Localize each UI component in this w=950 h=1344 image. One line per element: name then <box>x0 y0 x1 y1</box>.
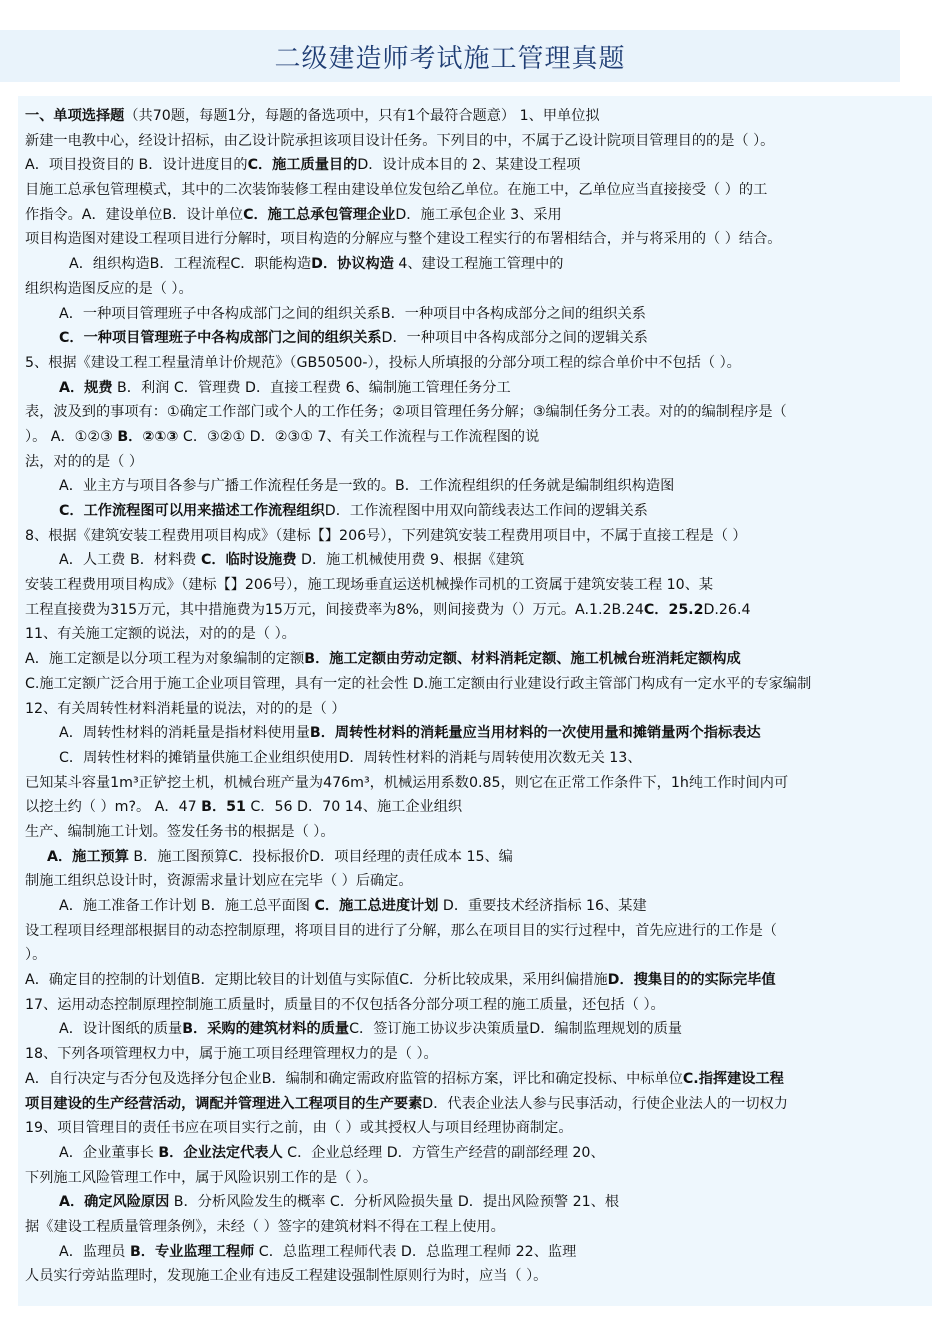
text-line <box>25 943 930 968</box>
line-text: （共70题，每题1分，每题的备选项中，只有1个最符合题意） 1、甲单位拟 <box>124 108 600 124</box>
answer-text: B．施工定额由劳动定额、材料消耗定额、施工机械台班消耗定额构成 <box>304 651 741 668</box>
line-text: B．分析风险发生的概率 C．分析风险损失量 D．提出风险预警 21、根 <box>169 1194 620 1211</box>
text-line <box>25 1116 930 1141</box>
text-line <box>25 1215 930 1240</box>
text-line <box>25 795 930 820</box>
text-line <box>25 672 930 697</box>
text-line <box>25 450 930 475</box>
answer-text: A．施工预算 <box>47 848 129 865</box>
exam-questions-body <box>25 104 930 1289</box>
text-line <box>25 302 930 327</box>
line-text: D．一种项目中各构成部分之间的逻辑关系 <box>381 330 648 347</box>
line-text: 下列施工风险管理工作中，属于风险识别工作的是（ ）。 <box>25 1169 378 1186</box>
text-line <box>25 1042 930 1067</box>
answer-text: C．一种项目管理班子中各构成部门之间的组织关系 <box>59 330 382 347</box>
answer-text: A．规费 <box>59 379 113 396</box>
line-text: D．设计成本目的 2、某建设工程项 <box>357 157 581 174</box>
line-text: A．监理员 <box>59 1243 130 1260</box>
answer-text: B．51 <box>201 799 246 816</box>
line-text: A．人工费 B．材料费 <box>59 552 201 569</box>
text-line <box>25 178 930 203</box>
line-text: B．利润 C．管理费 D．直接工程费 6、编制施工管理任务分工 <box>112 379 511 396</box>
text-line <box>25 869 930 894</box>
line-text: A．组织构造B．工程流程C．职能构造 <box>69 256 312 273</box>
answer-text: C.指挥建设工程 <box>682 1070 784 1087</box>
text-line <box>25 227 930 252</box>
line-text: C．56 D．70 14、施工企业组织 <box>245 799 463 816</box>
text-line <box>25 1092 930 1117</box>
line-text: A．施工准备工作计划 B．施工总平面图 <box>59 898 315 914</box>
text-line <box>25 203 930 228</box>
answer-text: D．搜集目的的实际完毕值 <box>607 972 776 989</box>
line-text: D.26.4 <box>703 601 751 618</box>
line-text: D．施工机械使用费 9、根据《建筑 <box>296 552 525 569</box>
answer-text: C．施工总进度计划 <box>314 898 439 914</box>
text-line <box>25 894 930 919</box>
line-text: 组织构造图反应的是（ ）。 <box>25 280 193 297</box>
line-text: A．设计图纸的质量 <box>59 1021 183 1038</box>
text-line <box>25 721 930 746</box>
text-line <box>25 993 930 1018</box>
text-line <box>25 845 930 870</box>
line-text: D．代表企业法人参与民事活动，行使企业法人的一切权力 <box>422 1095 788 1112</box>
answer-text: B．周转性材料的消耗量应当用材料的一次使用量和摊销量两个指标表达 <box>309 725 761 742</box>
text-line <box>25 153 930 178</box>
line-text: D．重要技术经济指标 16、某建 <box>438 898 647 914</box>
line-text: B．施工图预算C．投标报价D．项目经理的责任成本 15、编 <box>128 848 513 865</box>
line-text: 新建一电教中心，经设计招标，由乙设计院承担该项目设计任务。下列目的中，不属于乙设计院项目管理目的的是（ ）。 <box>25 132 775 149</box>
text-line <box>25 622 930 647</box>
text-line <box>25 1264 930 1289</box>
answer-text: C．25.2 <box>643 601 704 618</box>
line-text: A．施工定额是以分项工程为对象编制的定额 <box>25 651 305 668</box>
answer-text: C．工作流程图可以用来描述工作流程组织 <box>59 503 325 519</box>
line-text: 制施工组织总设计时，资源需求量计划应在完毕（ ）后确定。 <box>25 873 413 890</box>
line-text: 已知某斗容量1m³正铲挖土机，机械台班产量为476m³，机械运用系数0.85，则它在正常工作条件下，1h纯工作时间内可 <box>25 774 789 791</box>
answer-text: A．确定风险原因 <box>59 1194 170 1211</box>
answer-text: B．采购的建筑材料的质量 <box>182 1021 350 1038</box>
answer-text: C．施工总承包管理企业 <box>243 206 396 223</box>
line-text: C.施工定额广泛合用于施工企业项目管理，具有一定的社会性 D.施工定额由行业建设行政主管部门构成有一定水平的专家编制 <box>25 675 812 692</box>
text-line <box>25 919 930 944</box>
line-text: D．施工承包企业 3、采用 <box>395 206 562 223</box>
text-line <box>25 697 930 722</box>
answer-text: B．②①③ <box>117 428 179 445</box>
answer-text: 项目建设的生产经营活动，调配并管理进入工程项目的生产要素 <box>25 1095 423 1112</box>
text-line <box>25 524 930 549</box>
answer-text: 一、单项选择题 <box>25 108 125 124</box>
text-line <box>25 548 930 573</box>
line-text: 5、根据《建设工程工程量清单计价规范》（GB50500-），投标人所填报的分部分项工程的综合单价中不包括（ ）。 <box>25 354 741 371</box>
text-line <box>25 968 930 993</box>
text-line <box>25 474 930 499</box>
answer-text: D．协议构造 <box>311 256 394 273</box>
answer-text: C．施工质量目的 <box>247 157 358 174</box>
line-text: 设工程项目经理部根据目的动态控制原理，将项目目的进行了分解，那么在项目目的实行过程中，首先应进行的工作是（ <box>25 922 777 939</box>
text-line <box>25 326 930 351</box>
text-line <box>25 1240 930 1265</box>
text-line <box>25 351 930 376</box>
line-text: C．总监理工程师代表 D．总监理工程师 22、监理 <box>254 1243 577 1260</box>
text-line <box>25 277 930 302</box>
line-text: A．一种项目管理班子中各构成部门之间的组织关系B．一种项目中各构成部分之间的组织关系 <box>59 305 646 322</box>
line-text: 8、根据《建筑安装工程费用项目构成》（建标【】206号），下列建筑安装工程费用项目中，不属于直接工程是（ ） <box>25 527 747 544</box>
text-line <box>25 598 930 623</box>
line-text: A．企业董事长 <box>59 1144 159 1161</box>
line-text: 作指令。A．建设单位B．设计单位 <box>25 206 244 223</box>
text-line <box>25 573 930 598</box>
line-text: 17、运用动态控制原理控制施工质量时，质量目的不仅包括各分部分项工程的施工质量，还包括（ ）。 <box>25 996 665 1013</box>
line-text: 法，对的的是（ ） <box>25 453 144 470</box>
answer-text: B．企业法定代表人 <box>158 1144 283 1161</box>
line-text: 4、建设工程施工管理中的 <box>393 256 564 273</box>
line-text: A．项目投资目的 B．设计进度目的 <box>25 157 248 174</box>
line-text: 生产、编制施工计划。签发任务书的根据是（ ）。 <box>25 823 335 840</box>
text-line <box>25 771 930 796</box>
line-text: ）。 <box>25 947 47 964</box>
text-line <box>25 499 930 524</box>
text-line <box>25 376 930 401</box>
line-text: C．周转性材料的摊销量供施工企业组织使用D．周转性材料的消耗与周转使用次数无关 13、 <box>59 749 642 766</box>
line-text: C．签订施工协议步决策质量D．编制监理规划的质量 <box>349 1021 683 1038</box>
text-line <box>25 1141 930 1166</box>
line-text: 据《建设工程质量管理条例》，未经（ ）签字的建筑材料不得在工程上使用。 <box>25 1218 505 1235</box>
text-line <box>25 647 930 672</box>
line-text: 11、有关施工定额的说法，对的的是（ ）。 <box>25 626 296 643</box>
text-line <box>25 104 930 129</box>
answer-text: B．专业监理工程师 <box>129 1243 255 1260</box>
answer-text: C．临时设施费 <box>200 552 297 569</box>
text-line <box>25 1067 930 1092</box>
line-text: 19、项目管理目的责任书应在项目实行之前，由（ ）或其授权人与项目经理协商制定。 <box>25 1120 573 1137</box>
text-line <box>25 1017 930 1042</box>
line-text: 18、下列各项管理权力中，属于施工项目经理管理权力的是（ ）。 <box>25 1046 438 1063</box>
text-line <box>25 1166 930 1191</box>
text-line <box>25 1190 930 1215</box>
line-text: 安装工程费用项目构成》（建标【】206号），施工现场垂直运送机械操作司机的工资属于建筑安装工程 10、某 <box>25 577 714 594</box>
line-text: A．周转性材料的消耗量是指材料使用量 <box>59 725 310 742</box>
text-line <box>25 252 930 277</box>
text-line <box>25 820 930 845</box>
line-text: 目施工总承包管理模式，其中的二次装饰装修工程由建设单位发包给乙单位。在施工中，乙单位应当直接接受（ ）的工 <box>25 182 768 199</box>
line-text: A．业主方与项目各参与广播工作流程任务是一致的。B．工作流程组织的任务就是编制组织构造图 <box>59 478 675 495</box>
line-text: 人员实行旁站监理时，发现施工企业有违反工程建设强制性原则行为时，应当（ ）。 <box>25 1268 548 1285</box>
line-text: ）。 A．①②③ <box>25 428 118 445</box>
line-text: 工程直接费为315万元，其中措施费为15万元，间接费率为8%，则间接费为（）万元。A.1.2B.24 <box>25 601 644 618</box>
line-text: A．自行决定与否分包及选择分包企业B．编制和确定需政府监管的招标方案，评比和确定投标、中标单位 <box>25 1070 683 1087</box>
line-text: 表，波及到的事项有：①确定工作部门或个人的工作任务；②项目管理任务分解；③编制任务分工表。对的的编制程序是（ <box>25 404 787 421</box>
text-line <box>25 129 930 154</box>
line-text: 项目构造图对建设工程项目进行分解时，项目构造的分解应与整个建设工程实行的布署相结合，并与将采用的（ ）结合。 <box>25 231 782 248</box>
page-title: 二级建造师考试施工管理真题 <box>274 44 626 74</box>
line-text: A．确定目的控制的计划值B．定期比较目的计划值与实际值C．分析比较成果，采用纠偏措施 <box>25 972 608 989</box>
line-text: C．③②① D．②③① 7、有关工作流程与工作流程图的说 <box>178 428 540 445</box>
line-text: D．工作流程图中用双向箭线表达工作间的逻辑关系 <box>324 503 648 519</box>
line-text: 12、有关周转性材料消耗量的说法，对的的是（ ） <box>25 700 346 717</box>
line-text: C．企业总经理 D．方管生产经营的副部经理 20、 <box>282 1144 605 1161</box>
text-line <box>25 400 930 425</box>
text-line <box>25 425 930 450</box>
line-text: 以挖土约（ ）m?。 A．47 <box>25 799 202 816</box>
text-line <box>25 746 930 771</box>
